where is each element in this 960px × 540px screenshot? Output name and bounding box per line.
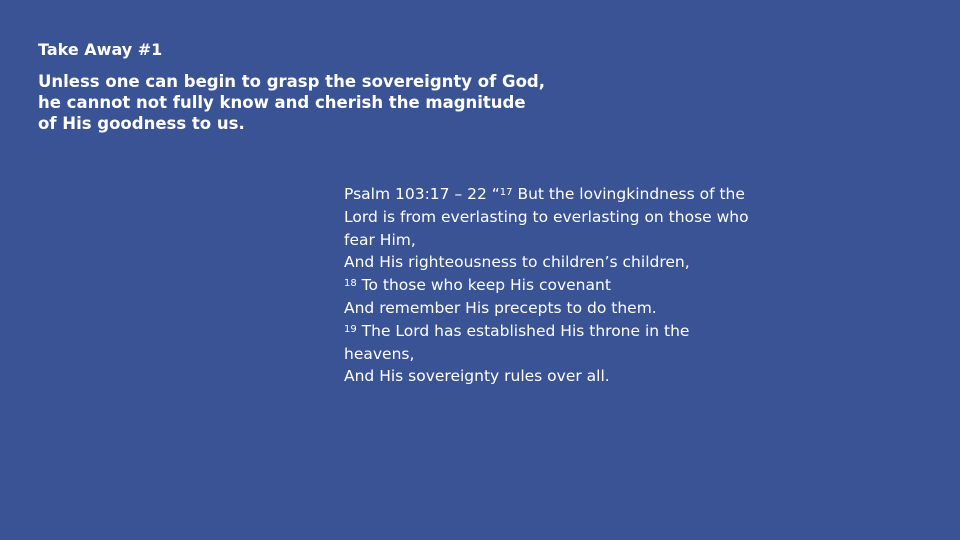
- scripture-line-7-text: The Lord has established His throne in the: [356, 321, 690, 340]
- takeaway-line-3: of His goodness to us.: [38, 114, 245, 133]
- verse-number-17: 17: [499, 187, 513, 198]
- verse-number-18: 18: [344, 278, 357, 290]
- scripture-line-5-text: To those who keep His covenant: [356, 276, 611, 295]
- scripture-line-8: heavens,: [344, 344, 415, 363]
- takeaway-line-2: he cannot not fully know and cherish the magnitude: [38, 93, 526, 112]
- takeaway-statement: [38, 71, 598, 134]
- scripture-line-6: And remember His precepts to do them.: [344, 298, 657, 317]
- scripture-line-2: Lord is from everlasting to everlasting on those who: [344, 207, 749, 226]
- scripture-line-5: [344, 274, 784, 297]
- scripture-line-9: And His sovereignty rules over all.: [344, 367, 610, 386]
- scripture-line-4: And His righteousness to children’s children,: [344, 253, 690, 272]
- scripture-line-1-text: But the lovingkindness of the: [512, 185, 745, 203]
- takeaway-line-1: Unless one can begin to grasp the sovereignty of God,: [38, 72, 546, 91]
- scripture-line-1: [344, 183, 784, 206]
- scripture-reference: Psalm 103:17 – 22 “: [344, 185, 500, 203]
- verse-number-19: 19: [344, 323, 357, 335]
- slide-heading: Take Away #1: [38, 40, 163, 59]
- scripture-line-3: fear Him,: [344, 230, 416, 249]
- scripture-line-7: [344, 320, 784, 343]
- scripture-passage: [344, 183, 784, 388]
